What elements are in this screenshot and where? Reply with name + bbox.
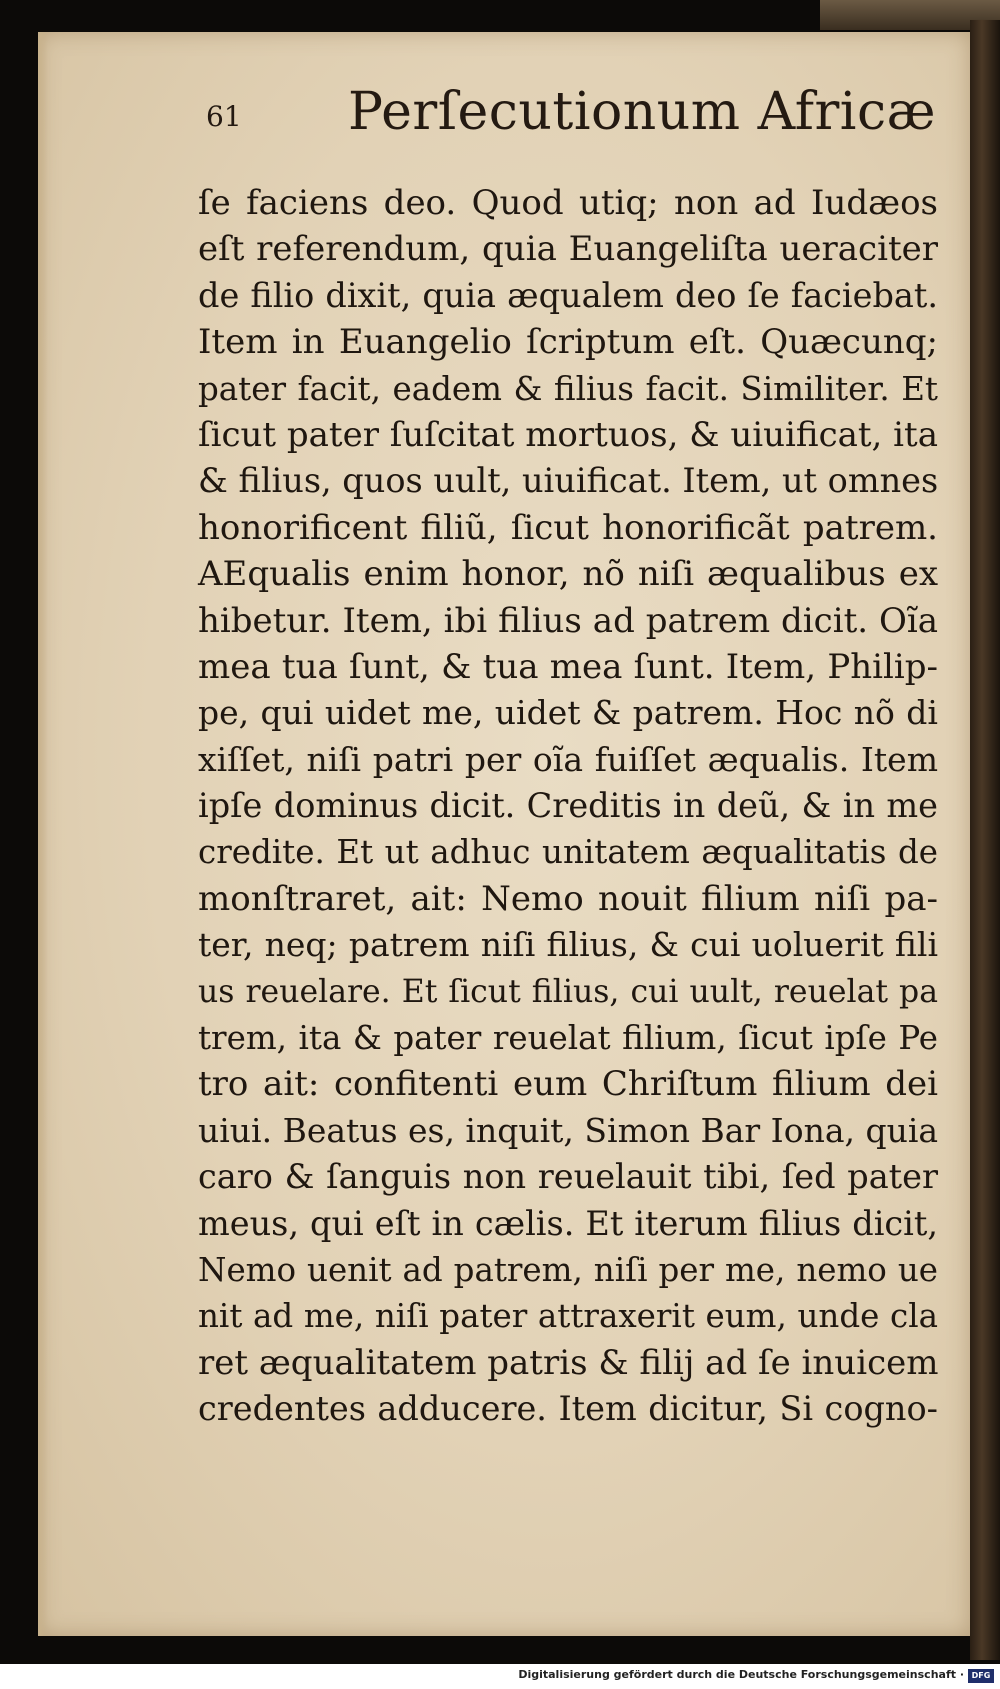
text-line: AEqualis enim honor, nõ niſi æqualibus ex	[198, 554, 938, 595]
text-line: Item in Euangelio ſcriptum eſt. Quæcunq;	[198, 322, 938, 363]
text-line: Nemo uenit ad patrem, niſi per me, nemo ue	[198, 1250, 938, 1289]
text-line: xiſſet, niſi patri per oĩa fuiſſet æqualis. Item	[198, 739, 938, 779]
text-line: nit ad me, niſi pater attraxerit eum, unde cla	[198, 1297, 938, 1336]
text-line: honorificent filiũ, ſicut honorificãt patrem.	[198, 507, 938, 548]
text-line: pater facit, eadem & filius facit. Similiter. Et	[198, 369, 938, 408]
text-line: ipſe dominus dicit. Creditis in deũ, & in me	[198, 786, 938, 826]
text-line: caro & ſanguis non reuelauit tibi, ſed pater	[198, 1157, 938, 1197]
dfg-logo-icon: DFG	[968, 1669, 994, 1683]
text-line: tro ait: confitenti eum Chriſtum filium dei	[198, 1064, 938, 1105]
text-line: monſtraret, ait: Nemo nouit filium niſi pa-	[198, 878, 938, 919]
text-line: credentes adducere. Item dicitur, Si cogno-	[198, 1389, 938, 1429]
text-line: mea tua ſunt, & tua mea ſunt. Item, Philip-	[198, 646, 938, 687]
text-line: ter, neq; patrem niſi filius, & cui uoluerit fili	[198, 925, 938, 965]
book-cover-edge	[970, 20, 1000, 1660]
text-line: credite. Et ut adhuc unitatem æqualitatis de	[198, 833, 938, 872]
text-line: & filius, quos uult, uiuificat. Item, ut omnes	[198, 461, 939, 501]
text-line: us reuelare. Et ſicut filius, cui uult, reuelat pa	[198, 973, 938, 1010]
text-line: uiui. Beatus es, inquit, Simon Bar Iona, quia	[198, 1110, 939, 1150]
page-number: 61	[206, 100, 242, 133]
text-line: ſicut pater ſuſcitat mortuos, & uiuificat, ita	[198, 414, 938, 455]
funding-credit: Digitalisierung gefördert durch die Deutsche Forschungsgemeinschaft ·	[518, 1668, 964, 1681]
text-line: ret æqualitatem patris & filij ad ſe inuicem	[198, 1342, 939, 1383]
text-line: ſe faciens deo. Quod utiq; non ad Iudæos	[198, 183, 938, 223]
text-line: eſt referendum, quia Euangeliſta ueraciter	[198, 229, 938, 270]
page-header	[38, 82, 970, 162]
text-line: trem, ita & pater reuelat filium, ſicut ipſe Pe	[198, 1019, 938, 1058]
text-line: meus, qui eſt in cælis. Et iterum filius dicit,	[198, 1203, 938, 1243]
running-title: Perſecutionum Africæ	[348, 82, 936, 142]
text-line: hibetur. Item, ibi filius ad patrem dicit. Oĩa	[198, 600, 938, 641]
footer-bar	[0, 1664, 1000, 1689]
text-line: de filio dixit, quia æqualem deo ſe faciebat.	[198, 275, 938, 315]
text-line: pe, qui uidet me, uidet & patrem. Hoc nõ di	[198, 693, 938, 733]
book-page	[38, 32, 970, 1636]
text-block	[198, 180, 938, 1433]
